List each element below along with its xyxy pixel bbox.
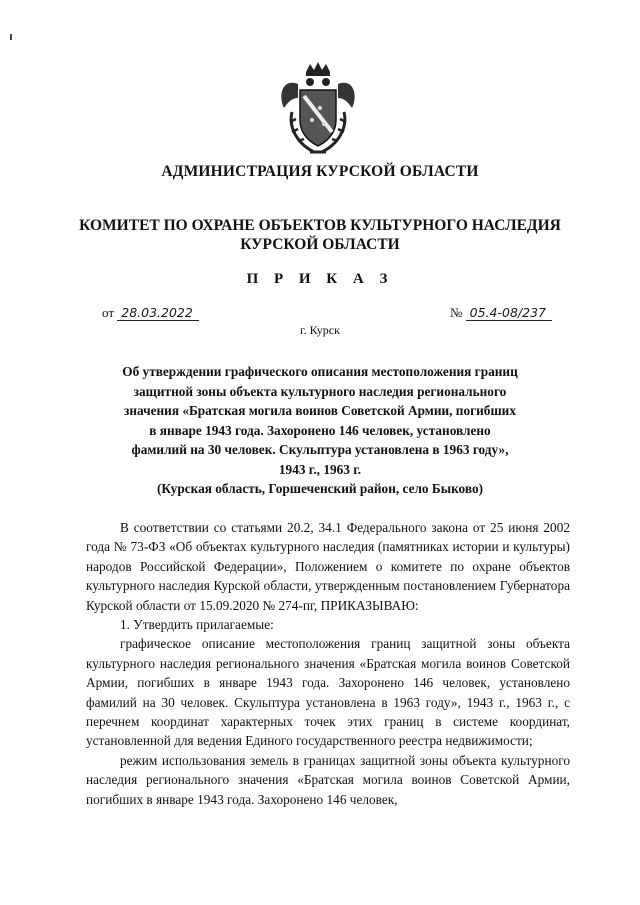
subject-line: Об утверждении графического описания местоположения границ: [122, 364, 518, 379]
subject-line: фамилий на 30 человек. Скульптура установлена в 1963 году»,: [131, 442, 509, 457]
handwritten-date: 28.03.2022: [117, 305, 199, 321]
body-paragraph: В соответствии со статьями 20.2, 34.1 Федерального закона от 25 июня 2002 года № 73-ФЗ «Об объектах культурного наследия (памятниках истории и культуры) народов Российской Федерации», Положением о комитете по охране объектов культурного наследия Курской области, утвержденным постановлением Губернатора Курской области от 15.09.2020 № 274-пг, ПРИКАЗЫВАЮ:: [86, 520, 570, 613]
subject-line: (Курская область, Горшеченский район, село Быково): [156, 481, 484, 496]
order-number: [450, 305, 552, 321]
subject-line: значения «Братская могила воинов Советской Армии, погибших: [123, 403, 516, 418]
subject-line: 1943 г., 1963 г.: [278, 461, 362, 477]
body-paragraph: режим использования земель в границах защитной зоны объекта культурного наследия регионального значения «Братская могила воинов Советской Армии, погибших в январе 1943 года. Захоронено 146 человек,: [86, 752, 570, 807]
order-date: [102, 305, 199, 321]
committee-heading: [0, 216, 640, 254]
order-body: [86, 518, 570, 809]
coat-of-arms-icon: [276, 62, 360, 158]
order-subject: [100, 362, 540, 499]
body-paragraph: 1. Утвердить прилагаемые:: [120, 617, 274, 633]
number-prefix: №: [450, 305, 463, 320]
handwritten-number: 05.4-08/237: [466, 305, 552, 321]
city: г. Курск: [300, 323, 340, 337]
committee-heading-line2: КУРСКОЙ ОБЛАСТИ: [240, 236, 400, 253]
body-paragraph: графическое описание местоположения границ защитной зоны объекта культурного наследия регионального значения «Братская могила воинов Советской Армии, погибших в январе 1943 года. Захоронено 146 человек, установлено фамилий на 30 человек. Скульптура установлена в 1963 году», 1943 г., 1963 г., с перечнем координат характерных точек этих границ в системе координат, установленной для ведения Единого государственного реестра недвижимости;: [86, 636, 570, 749]
scan-mark: [10, 34, 12, 40]
subject-line: защитной зоны объекта культурного наследия регионального: [133, 383, 507, 399]
subject-line: в январе 1943 года. Захоронено 146 человек, установлено: [149, 422, 491, 438]
administration-heading: АДМИНИСТРАЦИЯ КУРСКОЙ ОБЛАСТИ: [161, 163, 479, 180]
document-type: П Р И К А З: [246, 271, 394, 287]
date-prefix: от: [102, 305, 115, 320]
committee-heading-line1: КОМИТЕТ ПО ОХРАНЕ ОБЪЕКТОВ КУЛЬТУРНОГО НАСЛЕДИЯ: [79, 217, 561, 234]
